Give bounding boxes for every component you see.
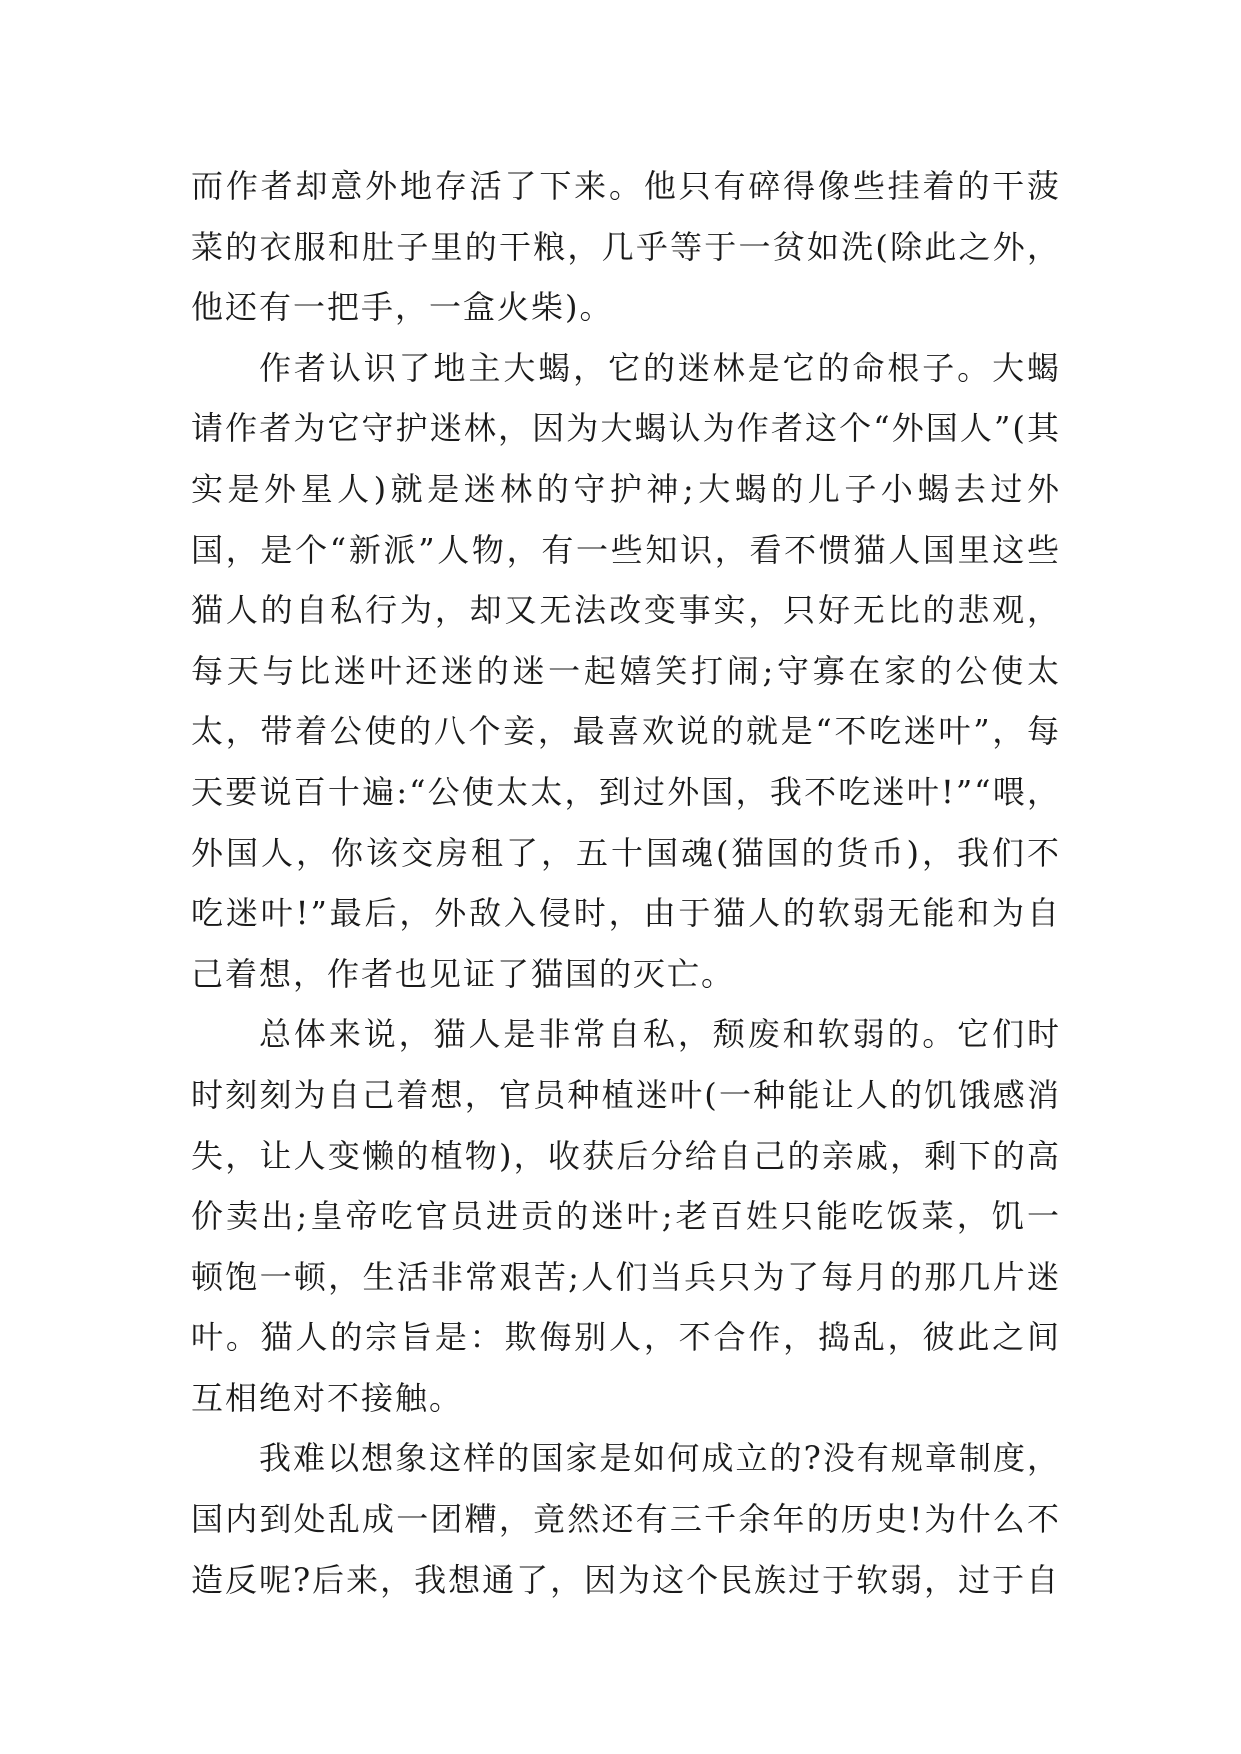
paragraph-1: 而作者却意外地存活了下来。他只有碎得像些挂着的干菠菜的衣服和肚子里的干粮，几乎等于一贫如洗(除此之外，他还有一把手，一盒火柴)。 <box>191 167 1061 327</box>
paragraph-4: 我难以想象这样的国家是如何成立的?没有规章制度，国内到处乱成一团糟，竟然还有三千余年的历史!为什么不造反呢?后来，我想通了，因为这个民族过于软弱，过于自 <box>191 1439 1061 1599</box>
document-body <box>191 156 1061 1610</box>
paragraph-2: 作者认识了地主大蝎，它的迷林是它的命根子。大蝎请作者为它守护迷林，因为大蝎认为作者这个“外国人”(其实是外星人)就是迷林的守护神;大蝎的儿子小蝎去过外国，是个“新派”人物，有一些知识，看不惯猫人国里这些猫人的自私行为，却又无法改变事实，只好无比的悲观，每天与比迷叶还迷的迷一起嬉笑打闹;守寡在家的公使太太，带着公使的八个妾，最喜欢说的就是“不吃迷叶”，每天要说百十遍:“公使太太，到过外国，我不吃迷叶!”“喂，外国人，你该交房租了，五十国魂(猫国的货币)，我们不吃迷叶!”最后，外敌入侵时，由于猫人的软弱无能和为自己着想，作者也见证了猫国的灭亡。 <box>191 348 1061 993</box>
paragraph-3: 总体来说，猫人是非常自私，颓废和软弱的。它们时时刻刻为自己着想，官员种植迷叶(一种能让人的饥饿感消失，让人变懒的植物)，收获后分给自己的亲戚，剩下的高价卖出;皇帝吃官员进贡的迷叶;老百姓只能吃饭菜，饥一顿饱一顿，生活非常艰苦;人们当兵只为了每月的那几片迷叶。猫人的宗旨是：欺侮别人，不合作，捣乱，彼此之间互相绝对不接触。 <box>191 1015 1061 1417</box>
